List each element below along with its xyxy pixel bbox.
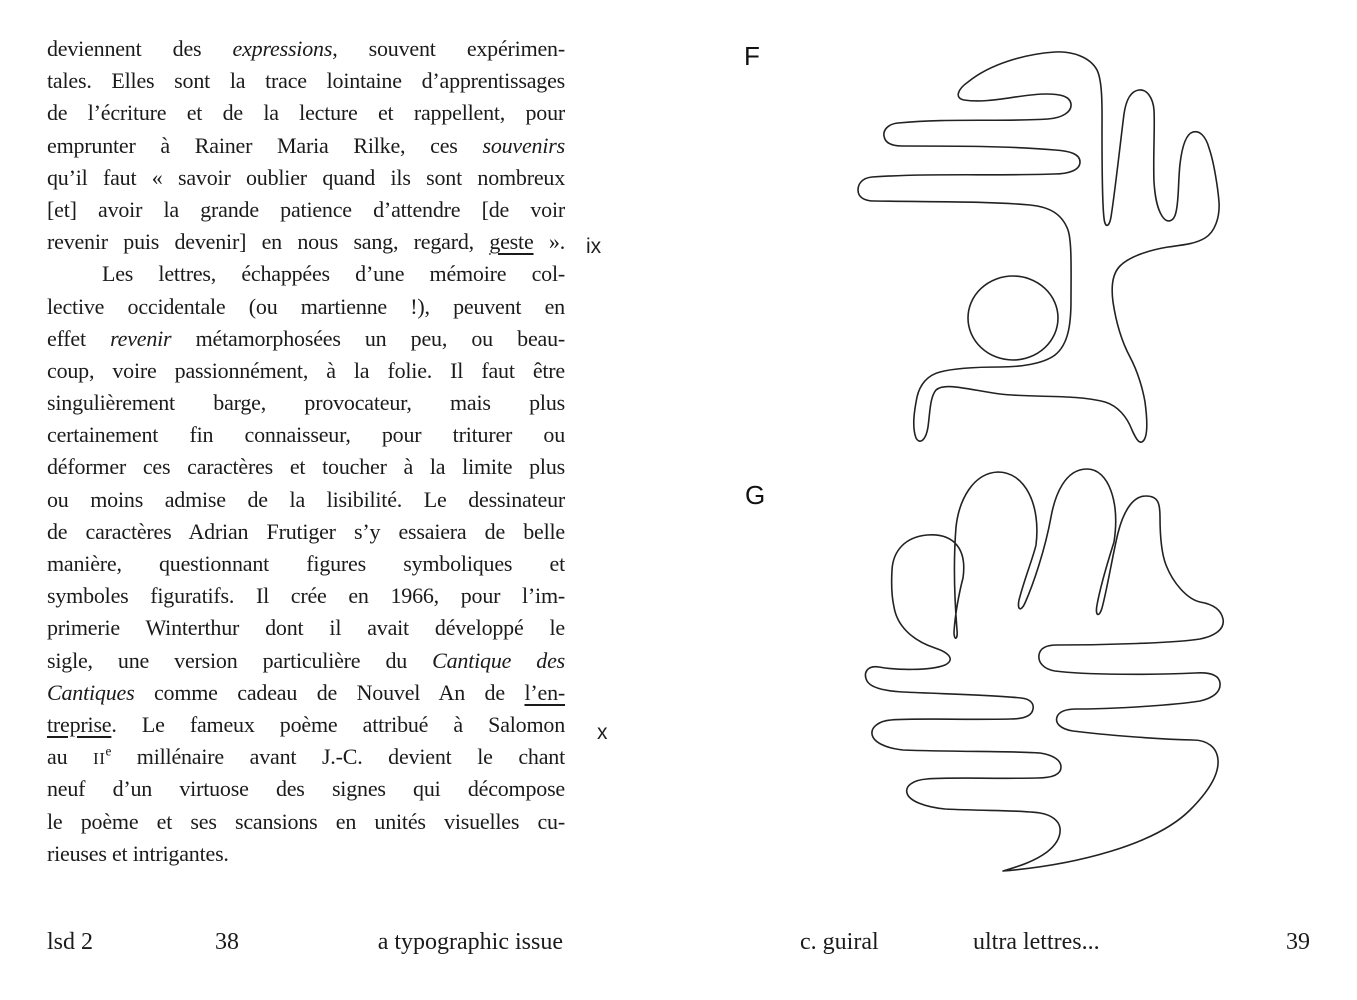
text-line: tales. Elles sont la trace lointaine d’apprentissages: [47, 68, 565, 94]
margin-note-x: x: [597, 721, 608, 744]
footer-page-number-right: 39: [1286, 929, 1310, 955]
footer-issue-title: a typographic issue: [377, 929, 563, 955]
figure-f-label: F: [744, 41, 760, 71]
text-line: treprise. Le fameux poème attribué à Salomon: [47, 711, 565, 737]
text-line: au IIe millénaire avant J.-C. devient le chant: [47, 743, 565, 770]
text-line: Cantiques comme cadeau de Nouvel An de l’en-: [47, 679, 565, 705]
text-line: primerie Winterthur dont il avait développé le: [47, 615, 565, 641]
text-line: [et] avoir la grande patience d’attendre [de voir: [47, 196, 565, 222]
text-line: rieuses et intrigantes.: [47, 840, 229, 866]
text-line: le poème et ses scansions en unités visuelles cu-: [47, 808, 565, 834]
figure-g-label: G: [745, 480, 766, 510]
text-line: effet revenir métamorphosées un peu, ou beau-: [47, 325, 565, 351]
text-line: qu’il faut « savoir oublier quand ils sont nombreux: [47, 164, 565, 190]
footer-publication: lsd 2: [47, 929, 94, 955]
text-line: de caractères Adrian Frutiger s’y essaiera de belle: [47, 518, 565, 544]
footer-article-title: ultra lettres...: [973, 929, 1100, 955]
text-line: revenir puis devenir] en nous sang, regard, geste ».: [47, 229, 565, 255]
text-line: coup, voire passionnément, à la folie. Il faut être: [47, 357, 565, 383]
figure-f-drawing: [850, 42, 1250, 452]
text-line: deviennent des expressions, souvent expérimen-: [47, 36, 565, 61]
figure-g-path: [866, 469, 1224, 871]
text-line: Les lettres, échappées d’une mémoire col-: [102, 261, 565, 287]
margin-note-ix: ix: [586, 235, 602, 258]
text-line: déformer ces caractères et toucher à la limite plus: [47, 454, 565, 480]
footer-page-number-left: 38: [215, 929, 239, 955]
text-line: symboles figuratifs. Il crée en 1966, pour l’im-: [47, 583, 565, 609]
figure-g-drawing: [855, 455, 1235, 880]
text-line: de l’écriture et de la lecture et rappellent, pour: [47, 100, 565, 126]
text-line: certainement fin connaisseur, pour triturer ou: [47, 422, 565, 448]
text-line: lective occidentale (ou martienne !), peuvent en: [47, 293, 565, 319]
body-text: [47, 33, 565, 870]
text-line: sigle, une version particulière du Cantique des: [47, 647, 565, 673]
text-line: manière, questionnant figures symboliques et: [47, 551, 565, 576]
figure-f-path: [858, 52, 1219, 442]
text-line: emprunter à Rainer Maria Rilke, ces souvenirs: [47, 132, 565, 158]
figure-f-circle: [968, 276, 1058, 360]
text-line: neuf d’un virtuose des signes qui décompose: [47, 776, 565, 802]
text-line: ou moins admise de la lisibilité. Le dessinateur: [47, 486, 565, 512]
footer-author: c. guiral: [800, 929, 879, 955]
text-line: singulièrement barge, provocateur, mais plus: [47, 390, 565, 416]
